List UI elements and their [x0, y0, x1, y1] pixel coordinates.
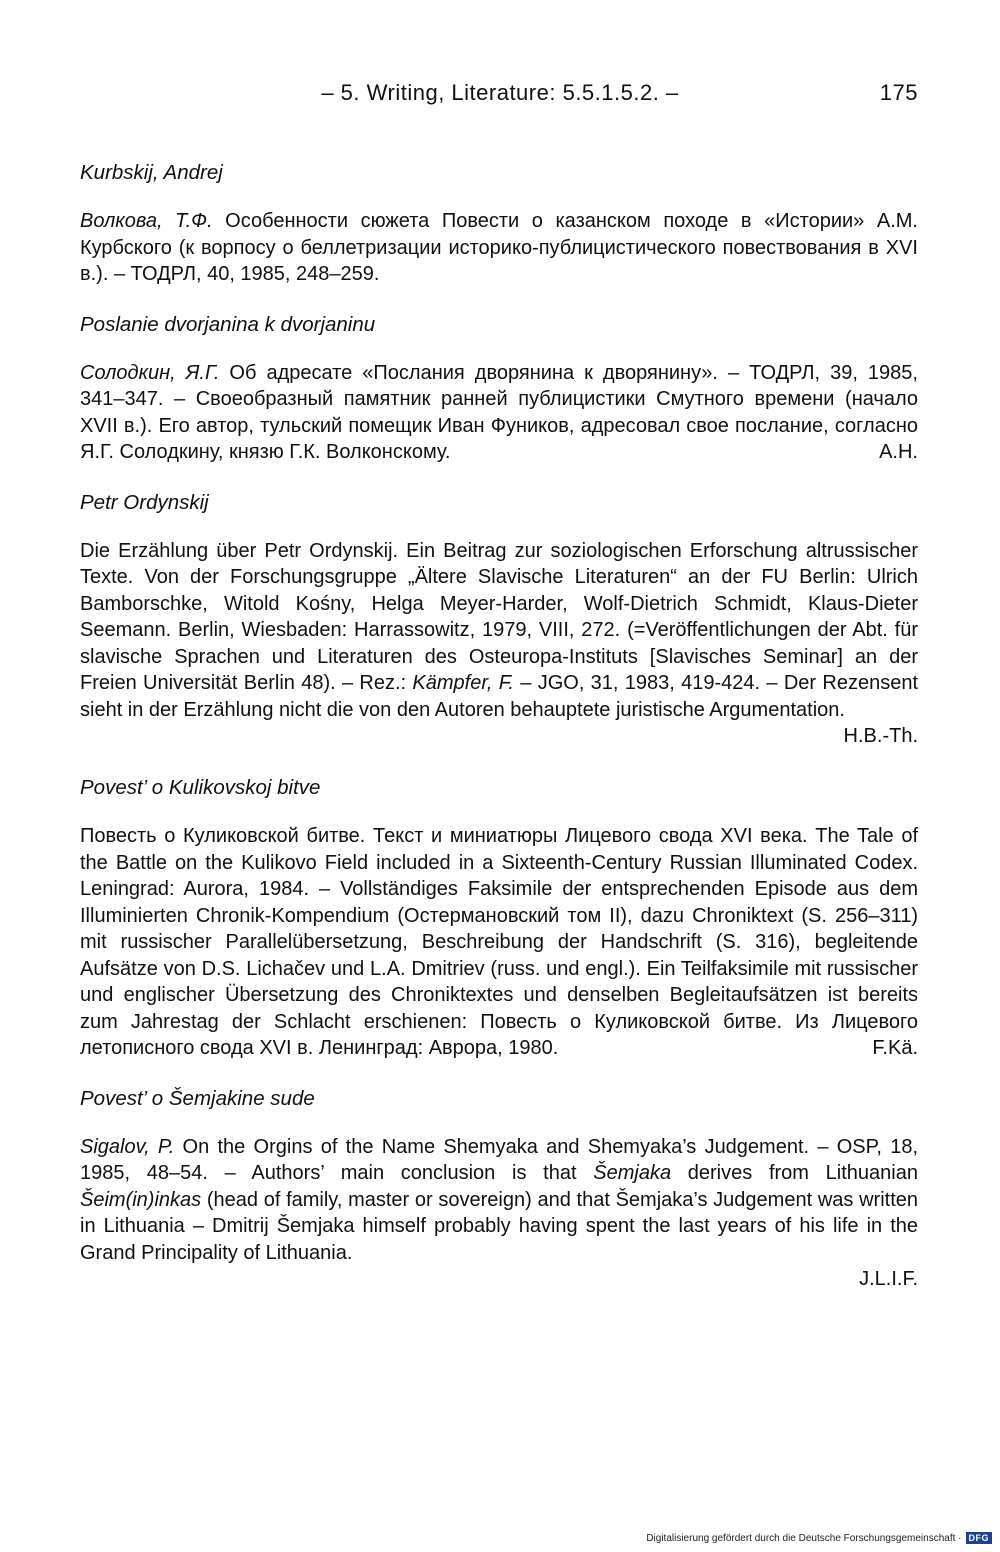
review-author: Kämpfer, F.: [412, 672, 514, 694]
entry-text: Повесть о Куликовской битве. Текст и миниатюры Лицевого свода XVI века. The Tale of the Battle on the Kulikovo Field included in a Sixteenth-Century Russian Illuminated Codex. Leningrad: Aurora, 1984. – Vollständiges Faksimile der entsprechenden Episode aus dem Illuminierten Chronik-Kompendium (Остермановский том II), dazu Chroniktext (S. 256–311) mit russischer Parallelübersetzung, Beschreibung der Handschrift (S. 316), begleitende Aufsätze von D.S. Lichačev und L.A. Dmitriev (russ. und engl.). Ein Teilfaksimile mit russischer und englischer Übersetzung des Chroniktextes und denselben Begleitaufsätzen ist bereits zum Jahrestag der Schlacht erschienen: Повесть о Куликовской битве. Из Лицевого летописного свода XVI в. Ленинград: Аврора, 1980.: [80, 825, 918, 1059]
reviewer-initials: A.H.: [879, 441, 918, 463]
term-semjaka: Šemjaka: [593, 1162, 672, 1184]
footer-text: Digitalisierung gefördert durch die Deutsche Forschungsgemeinschaft ·: [646, 1532, 962, 1544]
entry-erzaehlung: [80, 538, 918, 724]
entry-solodkin: [80, 360, 918, 466]
entry-volkova: [80, 208, 918, 288]
page-content: [80, 160, 918, 1314]
entry-author: Волкова, Т.Ф.: [80, 210, 213, 232]
entry-text-cont: derives from Lithuanian: [671, 1162, 918, 1184]
entry-author: Солодкин, Я.Г.: [80, 361, 220, 384]
entry-povest-kulikovskoj: [80, 823, 918, 1062]
entry-text-end: (head of family, master or sovereign) and that Šemjaka’s Judgement was written in Lithuania – Dmitrij Šemjaka himself probably having spent the last years of his life in the Grand Principality of Lithuania.: [80, 1188, 918, 1264]
entry-sigalov: [80, 1134, 918, 1267]
entry-author: Sigalov, P.: [80, 1135, 175, 1158]
entry-text: Об адресате «Послания дворянина к дворянину». – ТОДРЛ, 39, 1985, 341–347. – Своеобразный памятник ранней публицистики Смутного времени (начало XVII в.). Его автор, тульский помещик Иван Фуников, адресовал свое послание, согласно Я.Г. Солодкину, князю Г.К. Волконскому.: [80, 361, 918, 463]
entry-text: On the Orgins of the Name Shemyaka and Shemyaka’s Judgement. – OSP, 18, 1985, 48–54. – Authors’ main conclusion is that: [80, 1135, 919, 1184]
running-head: – 5. Writing, Literature: 5.5.1.5.2. –: [321, 80, 679, 105]
dfg-logo: DFG: [966, 1532, 993, 1544]
section-title-semjakine: Povest’ o Šemjakine sude: [80, 1086, 315, 1110]
reviewer-initials: J.L.I.F.: [859, 1268, 918, 1290]
section-title-kurbskij: Kurbskij, Andrej: [80, 161, 223, 184]
section-title-petr-ordynskij: Petr Ordynskij: [80, 490, 209, 514]
entry-text: Die Erzählung über Petr Ordynskij. Ein Beitrag zur soziologischen Erforschung altrussischer Texte. Von der Forschungsgruppe „Ältere Slavische Literaturen“ an der FU Berlin: Ulrich Bamborschke, Witold Kośny, Helga Meyer-Harder, Wolf-Dietrich Schmidt, Klaus-Dieter Seemann. Berlin, Wiesbaden: Harrassowitz, 1979, VIII, 272. (=Veröffentlichungen der Abt. für slavische Sprachen und Literaturen des Osteuropa-Instituts [Slavisches Seminar] an der Freien Universität Berlin 48). – Rez.:: [80, 539, 918, 694]
reviewer-initials: H.B.-Th.: [843, 725, 918, 747]
section-title-poslanie: Poslanie dvorjanina k dvorjaninu: [80, 312, 376, 336]
page-number: 175: [879, 80, 918, 105]
entry-text-cont: – JGO, 31, 1983, 419-424. – Der Rezensent sieht in der Erzählung nicht die von den Autoren behauptete juristische Argumentation.: [80, 672, 918, 721]
term-seiminkas: Šeim(in)inkas: [80, 1188, 202, 1211]
section-title-kulikovskoj: Povest’ o Kulikovskoj bitve: [80, 776, 321, 799]
reviewer-initials: F.Kä.: [872, 1037, 918, 1059]
page-header: [80, 80, 920, 114]
digitization-footer: [646, 1532, 992, 1544]
entry-text: Особенности сюжета Повести о казанском походе в «Истории» А.М. Курбского (к ворпосу о беллетризации историко-публицистического повествования в XVI в.). – ТОДРЛ, 40, 1985, 248–259.: [80, 210, 918, 285]
